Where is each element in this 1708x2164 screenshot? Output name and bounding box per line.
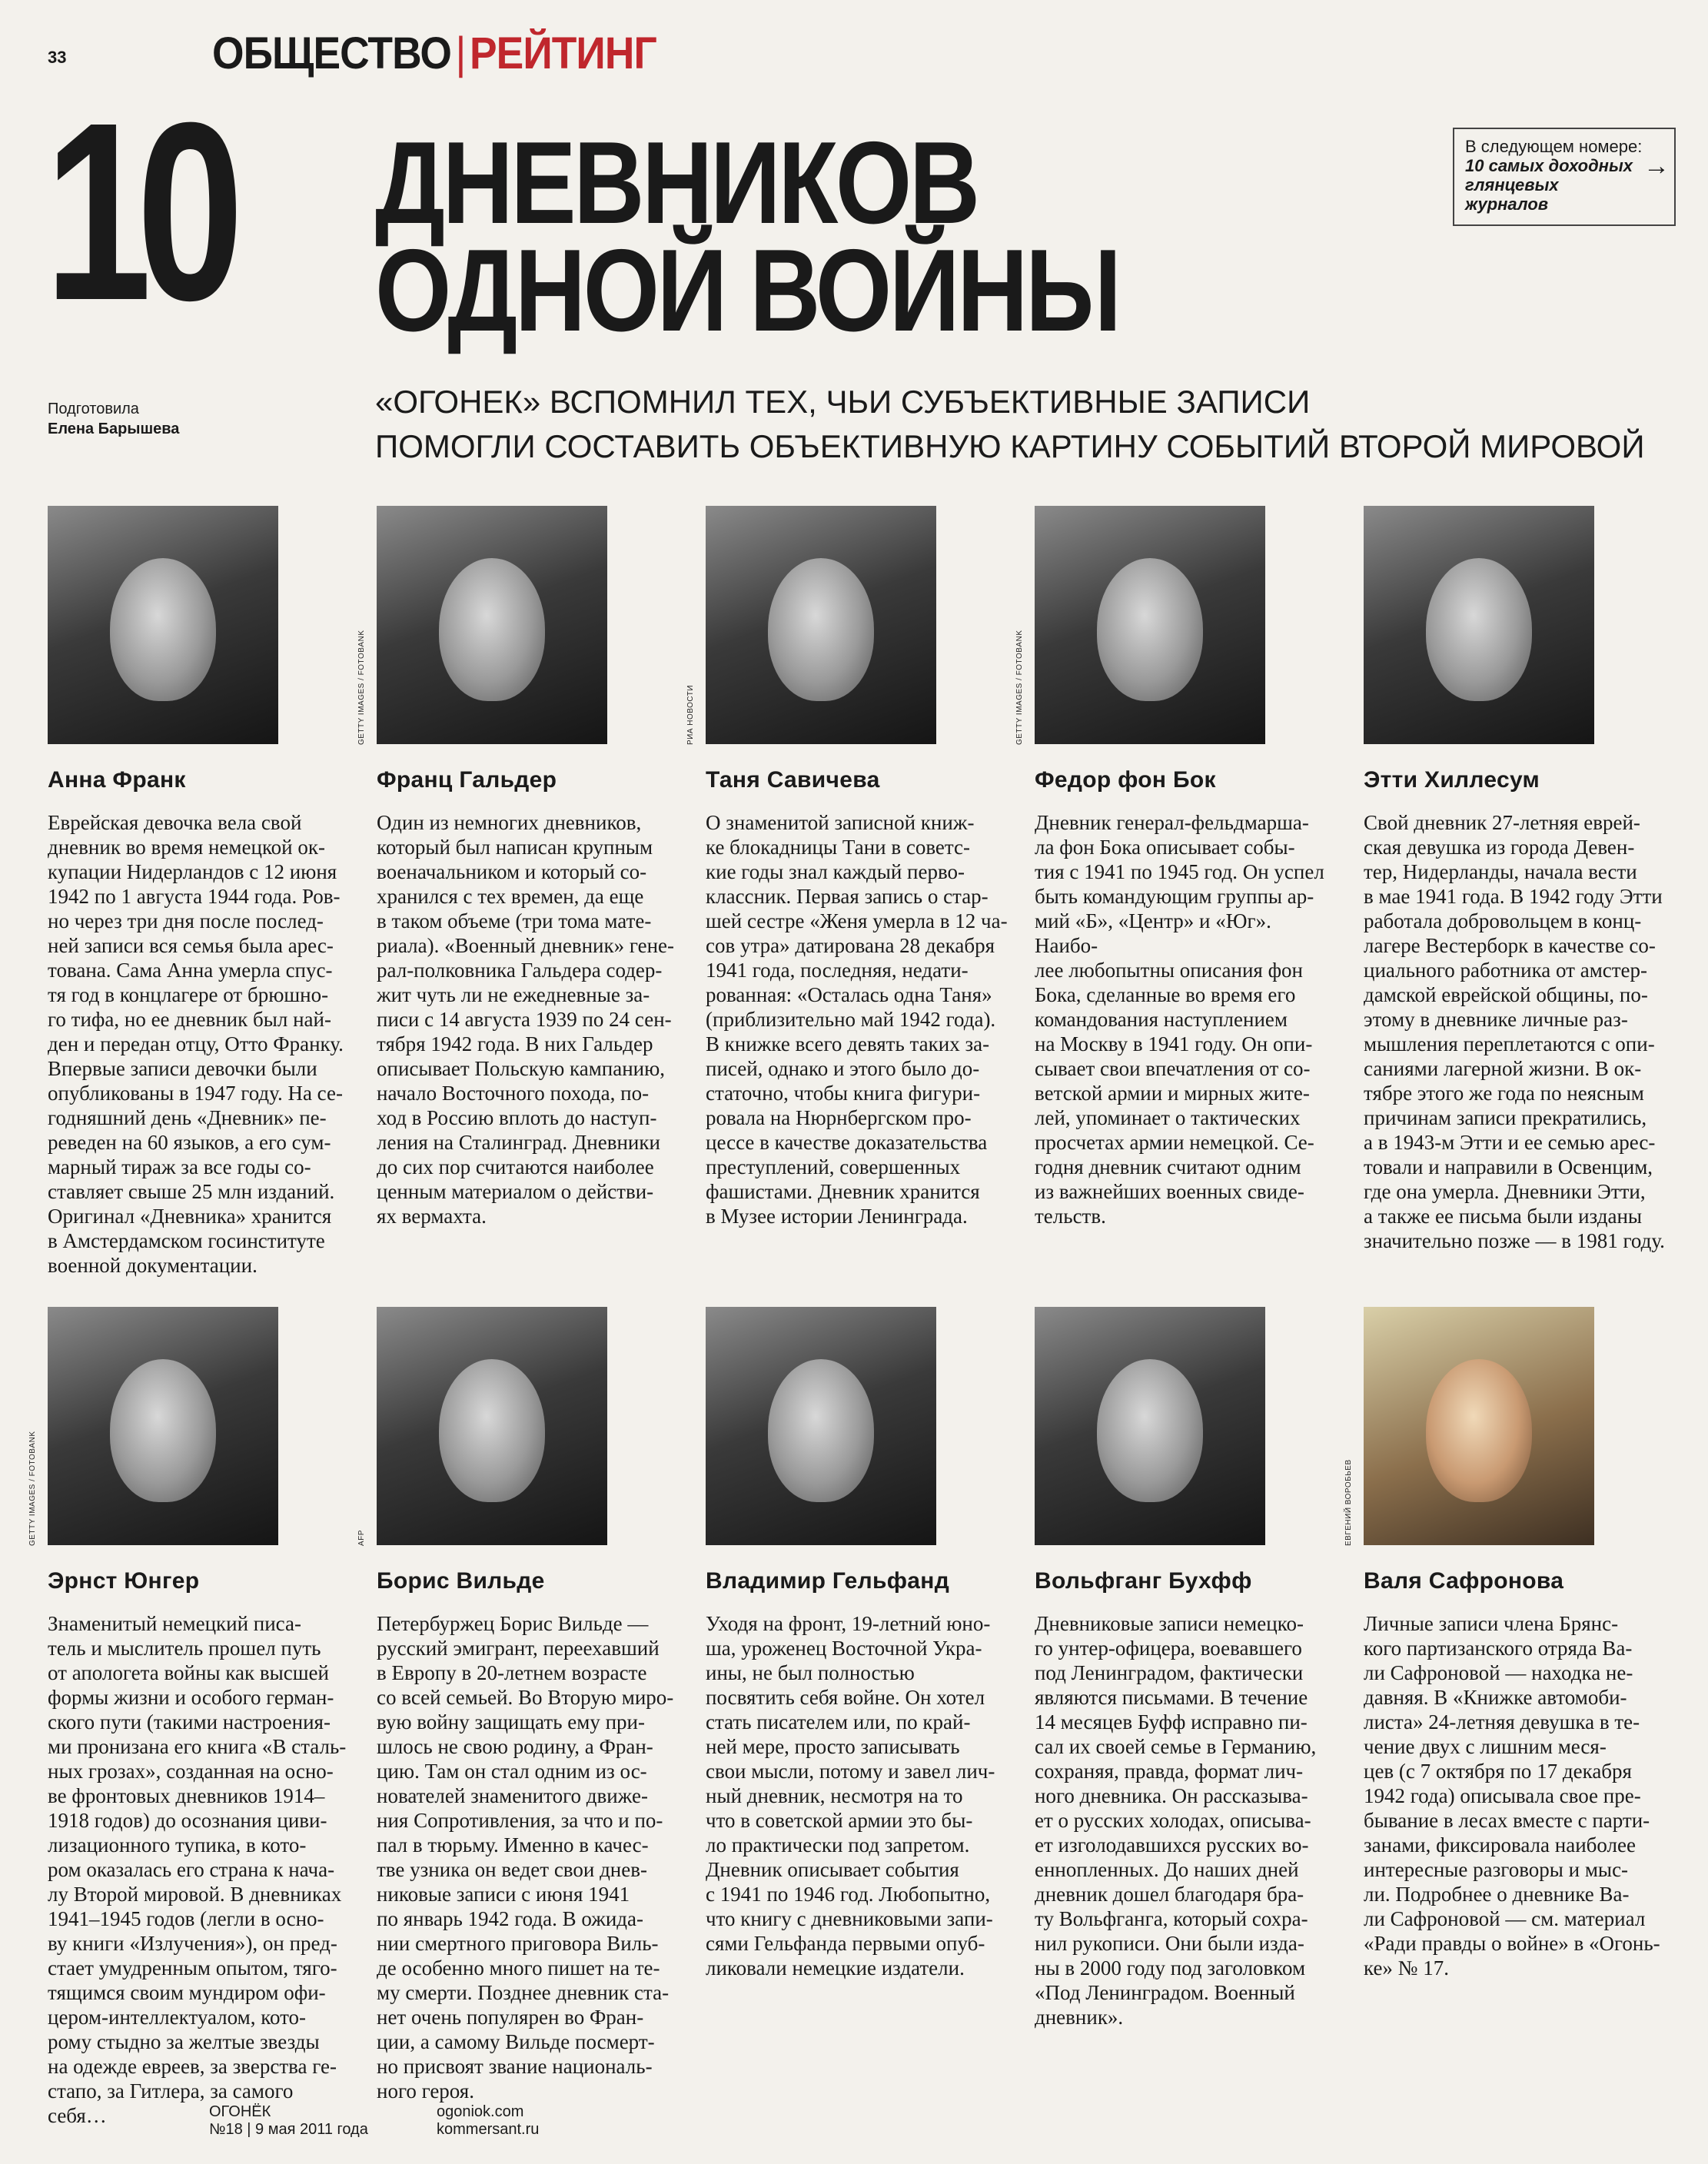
portrait-face: [768, 558, 874, 701]
diary-card: [1364, 1307, 1667, 1980]
diary-description: Уходя на фронт, 19-летний юно- ша, уроженец Восточной Укра- ины, не был полностью посвятить себя войне. Он хотел стать писателем или, по край- ней мере, просто записывать свои мысли, потому и завел лич- ный дневник, несмотря на то что в советской армии это бы- ло практически под запретом. Дневник описывает события с 1941 по 1946 год. Любопытно, что книгу с дневниковыми запи- сями Гельфанда первыми опуб- ликовали немецкие издатели.: [706, 1612, 995, 1980]
portrait-photo: [1035, 506, 1265, 744]
portrait-face: [768, 1359, 874, 1502]
footer-site-link[interactable]: ogoniok.com: [437, 2103, 524, 2120]
portrait-photo: [706, 1307, 936, 1545]
section-label: ОБЩЕСТВО: [212, 28, 451, 78]
subsection-label: РЕЙТИНГ: [469, 28, 656, 78]
person-name: Таня Савичева: [706, 767, 880, 793]
portrait-photo: [377, 506, 607, 744]
byline: [48, 399, 179, 439]
next-issue-box[interactable]: [1453, 128, 1676, 226]
portrait-face: [439, 558, 545, 701]
portrait-face: [1426, 558, 1532, 701]
photo-credit: GETTY IMAGES / FOTOBANK: [357, 630, 366, 745]
portrait-face: [1097, 558, 1203, 701]
person-name: Эрнст Юнгер: [48, 1568, 200, 1594]
diary-description: Дневниковые записи немецко- го унтер-офицера, воевавшего под Ленинградом, фактически являются письмами. В течение 14 месяцев Буфф исправно пи- сал их своей семье в Германию, сохраняя, правда, формат лич- ного дневника. Он рассказыва- ет о русских холодах, описыва- ет изголодавшихся русских во- еннопленных. До наших дней дневник дошел благодаря бра- ту Вольфганга, который сохра- нил рукописи. Они были изда- ны в 2000 году под заголовком «Под Ленинградом. Военный дневник».: [1035, 1612, 1317, 2029]
portrait-face: [110, 558, 216, 701]
diary-card: [1364, 506, 1667, 1253]
diary-description: Личные записи члена Брянс- кого партизанского отряда Ва- ли Сафроновой — находка не- давняя. В «Книжке автомоби- листа» 24-летняя девушка в те- чение двух с лишним меся- цев (с 7 октября по 17 декабря 1942 года) описывала свое пре- бывание в лесах вместе с парти- занами, фиксировала наиболее интересные разговоры и мыс- ли. Подробнее о дневнике Ва- ли Сафроновой — см. материал «Ради правды о войне» в «Огонь- ке» № 17.: [1364, 1612, 1660, 1980]
page-title: [375, 118, 1119, 356]
page-number: 33: [48, 48, 67, 67]
portrait-photo: [377, 1307, 607, 1545]
photo-credit: GETTY IMAGES / FOTOBANK: [28, 1431, 37, 1546]
diary-description: Еврейская девочка вела свой дневник во время немецкой ок- купации Нидерландов с 12 июня 1942 по 1 августа 1944 года. Ров- но через три дня после послед- ней записи вся семья была арес- тована. Сама Анна умерла спус- тя год в концлагере от брюшно- го тифа, но ее дневник был най- ден и передан отцу, Отто Франку. Впервые записи девочки были опубликованы в 1947 году. На се- годняшний день «Дневник» пе- реведен на 60 языков, а его сум- марный тираж за все годы со- ставляет свыше 25 млн изданий. Оригинал «Дневника» хранится в Амстердамском госинституте военной документации.: [48, 811, 344, 1277]
person-name: Этти Хиллесум: [1364, 767, 1540, 793]
person-name: Валя Сафронова: [1364, 1568, 1564, 1594]
title-line-1: ДНЕВНИКОВ: [375, 118, 978, 248]
portrait-face: [1097, 1359, 1203, 1502]
diary-description: Один из немногих дневников, который был написан крупным военачальником и который со- хранился с тех времен, да еще в таком объеме (три тома мате- риала). «Военный дневник» гене- рал-полковника Гальдера содер- жит чуть ли не ежедневные за- писи с 14 августа 1939 по 24 сен- тября 1942 года. В них Гальдер описывает Польскую кампанию, начало Восточного похода, по- ход в Россию вплоть до наступ- ления на Сталинград. Дневники до сих пор считаются наиболее ценным материалом о действи- ях вермахта.: [377, 811, 674, 1228]
portrait-face: [1426, 1359, 1532, 1502]
footer-magazine-name: ОГОНЁК: [209, 2103, 271, 2120]
photo-credit: GETTY IMAGES / FOTOBANK: [1015, 630, 1024, 745]
subtitle-line-1: «ОГОНЕК» ВСПОМНИЛ ТЕХ, ЧЬИ СУБЪЕКТИВНЫЕ ЗАПИСИ: [375, 384, 1311, 420]
portrait-face: [110, 1359, 216, 1502]
footer-magazine: [209, 2103, 368, 2139]
footer-issue: №18 | 9 мая 2011 года: [209, 2121, 368, 2138]
footer-site-link[interactable]: kommersant.ru: [437, 2121, 540, 2138]
next-issue-value: 10 самых доходных глянцевых журналов: [1465, 156, 1633, 214]
photo-credit: AFP: [357, 1530, 366, 1546]
byline-author: Елена Барышева: [48, 421, 180, 437]
diary-card: [48, 506, 351, 1278]
portrait-photo: [1035, 1307, 1265, 1545]
diary-card: [1035, 506, 1338, 1228]
diary-description: Свой дневник 27-летняя еврей- ская девушка из города Девен- тер, Нидерланды, начала вести в мае 1941 года. В 1942 году Этти работала добровольцем в конц- лагере Вестерборк в качестве со- циального работника от амстер- дамской еврейской общины, по- этому в дневнике личные раз- мышления переплетаются с опи- саниями лагерной жизни. В ок- тябре этого же года по неясным причинам записи прекратились, а в 1943-м Этти и ее семью арес- товали и направили в Освенцим, где она умерла. Дневники Этти, а также ее письма были изданы значительно позже — в 1981 году.: [1364, 811, 1665, 1252]
byline-label: Подготовила: [48, 401, 139, 417]
footer-sites: [437, 2103, 539, 2139]
diary-card: [1035, 1307, 1338, 2029]
diary-card: [377, 506, 680, 1228]
portrait-photo: [706, 506, 936, 744]
person-name: Анна Франк: [48, 767, 186, 793]
section-separator: |: [455, 28, 466, 78]
portrait-face: [439, 1359, 545, 1502]
diary-card: [706, 506, 1009, 1228]
section-header: [212, 28, 656, 79]
diary-description: Петербуржец Борис Вильде — русский эмигрант, переехавший в Европу в 20-летнем возрасте со всей семьей. Во Вторую миро- вую войну защищать ему при- шлось не свою родину, а Фран- цию. Там он стал одним из ос- нователей знаменитого движе- ния Сопротивления, за что и по- пал в тюрьму. Именно в качес- тве узника он ведет свои днев- никовые записи с июня 1941 по январь 1942 года. В ожида- нии смертного приговора Виль- де особенно много пишет на те- му смерти. Позднее дневник ста- нет очень популярен во Фран- ции, а самому Вильде посмерт- но присвоят звание националь- ного героя.: [377, 1612, 674, 2103]
title-line-2: ОДНОЙ ВОЙНЫ: [375, 225, 1119, 356]
person-name: Владимир Гельфанд: [706, 1568, 950, 1594]
diary-card: [377, 1307, 680, 2103]
diary-description: О знаменитой записной книж- ке блокадницы Тани в советс- кие годы знал каждый перво- классник. Первая запись о стар- шей сестре «Женя умерла в 12 ча- сов утра» датирована 28 декабря 1941 года, последняя, недати- рованная: «Осталась одна Таня» (приблизительно май 1942 года). В книжке всего девять таких за- писей, однако и этого было до- статочно, чтобы книга фигури- ровала на Нюрнбергском про- цессе в качестве доказательства преступлений, совершенных фашистами. Дневник хранится в Музее истории Ленинграда.: [706, 811, 1008, 1228]
diary-card: [48, 1307, 351, 2128]
portrait-photo: [48, 506, 278, 744]
person-name: Франц Гальдер: [377, 767, 557, 793]
arrow-right-icon: →: [1643, 151, 1670, 181]
subtitle: [375, 380, 1645, 469]
person-name: Федор фон Бок: [1035, 767, 1216, 793]
diary-description: Знаменитый немецкий писа- тель и мыслитель прошел путь от апологета войны как высшей формы жизни и особого герман- ского пути (такими настроения- ми пронизана его книга «В сталь- ных грозах», созданная на осно- ве фронтовых дневников 1914– 1918 годов) до осознания циви- лизационного тупика, в кото- ром оказалась его страна к нача- лу Второй мировой. В дневниках 1941–1945 годов (легли в осно- ву книги «Излучения»), он пред- стает умудренным опытом, тяго- тящимся своим мундиром офи- цером-интеллектуалом, кото- рому стыдно за желтые звезды на одежде евреев, за зверства ге- стапо, за Гитлера, за самого себя…: [48, 1612, 347, 2127]
person-name: Борис Вильде: [377, 1568, 545, 1594]
portrait-photo: [1364, 506, 1594, 744]
subtitle-line-2: ПОМОГЛИ СОСТАВИТЬ ОБЪЕКТИВНУЮ КАРТИНУ СОБЫТИЙ ВТОРОЙ МИРОВОЙ: [375, 428, 1645, 464]
photo-credit: ЕВГЕНИЙ ВОРОБЬЕВ: [1344, 1459, 1353, 1546]
diary-description: Дневник генерал-фельдмарша- ла фон Бока описывает собы- тия с 1941 по 1945 год. Он успел быть командующим группы ар- мий «Б», «Центр» и «Юг». Наибо- лее любопытны описания фон Бока, сделанные во время его командования наступлением на Москву в 1941 году. Он опи- сывает свои впечатления от со- ветской армии и мирных жите- лей, упоминает о тактических просчетах армии немецкой. Се- годня дневник считают одним из важнейших военных свиде- тельств.: [1035, 811, 1324, 1228]
big-number: 10: [45, 69, 229, 353]
next-issue-label: В следующем номере:: [1465, 137, 1643, 156]
portrait-photo: [48, 1307, 278, 1545]
portrait-photo: [1364, 1307, 1594, 1545]
diary-card: [706, 1307, 1009, 1980]
photo-credit: РИА НОВОСТИ: [686, 684, 695, 745]
person-name: Вольфганг Бухфф: [1035, 1568, 1252, 1594]
